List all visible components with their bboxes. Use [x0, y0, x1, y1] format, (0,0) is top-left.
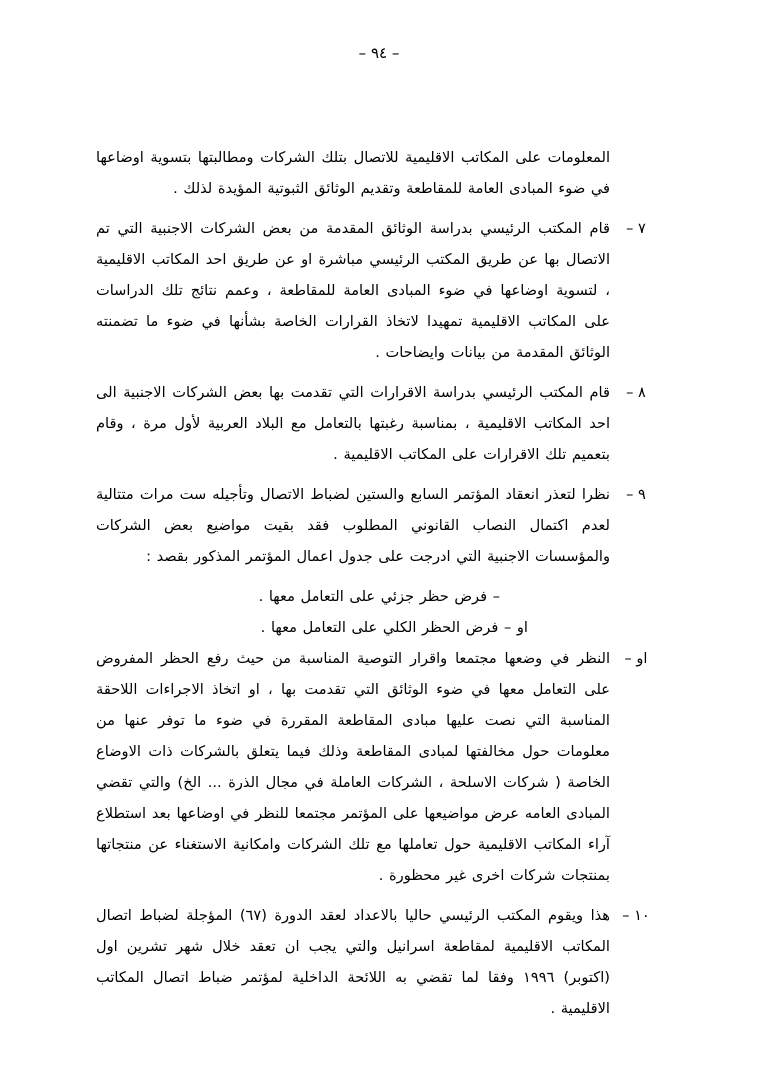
paragraph-intro — [96, 142, 662, 204]
paragraph-marker: ١٠ – — [622, 908, 650, 924]
paragraph-text: النظر في وضعها مجتمعا واقرار التوصية المناسبة من حيث رفع الحظر المفروض على التعامل معها في ضوء الوثائق التي تقدمت بها ، او اتخاذ الاجراءات اللاحقة المناسبة التي نصت عليها مبادى المقاطعة المقررة في ضوء ما توفر عنها من معلومات حول مخالفتها لمبادى المقاطعة وذلك فيما يتعلق بالشركات ذات الاوضاع الخاصة ( شركات الاسلحة ، الشركات العاملة في مجال الذرة ... الخ) والتي تقضي المبادى العامه عرض مواضيعها على المؤتمر مجتمعا للنظر في اوضاعها بعد استطلاع آراء المكاتب الاقليمية حول تعاملها مع تلك الشركات وامكانية الاستغناء عن منتجاتها بمنتجات شركات اخرى غير محظورة . — [96, 650, 610, 884]
paragraph-item-7 — [96, 213, 662, 368]
paragraph-marker: او – — [624, 651, 648, 667]
sub-item-text: او – فرض الحظر الكلي على التعامل معها . — [260, 619, 528, 636]
paragraph-marker: ٩ – — [626, 487, 646, 503]
paragraph-text: المعلومات على المكاتب الاقليمية للاتصال بتلك الشركات ومطالبتها بتسوية اوضاعها في ضوء المبادى العامة للمقاطعة وتقديم الوثائق الثبوتية المؤيدة لذلك . — [96, 149, 610, 197]
paragraph-marker: ٨ – — [626, 385, 646, 401]
paragraph-text: نظرا لتعذر انعقاد المؤتمر السابع والستين لضباط الاتصال وتأجيله ست مرات متتالية لعدم اكتمال النصاب القانوني المطلوب فقد بقيت مواضيع بعض الشركات والمؤسسات الاجنبية التي ادرجت على جدول اعمال المؤتمر المذكور بقصد : — [96, 486, 610, 565]
paragraph-item-10 — [96, 900, 662, 1024]
paragraph-text: قام المكتب الرئيسي بدراسة الوثائق المقدمة من بعض الشركات الاجنبية التي تم الاتصال بها عن طريق المكتب الرئيسي مباشرة او عن طريق احد المكاتب الاقليمية ، لتسوية اوضاعها في ضوء المبادى العامة للمقاطعة ، وعمم نتائج تلك الدراسات على المكاتب الاقليمية تمهيدا لاتخاذ القرارات الخاصة بشأنها في ضوء ما تضمنته الوثائق المقدمة من بيانات وايضاحات . — [96, 220, 610, 361]
sub-item-partial-ban — [96, 581, 662, 612]
page-number: – ٩٤ – — [358, 44, 400, 62]
paragraph-marker: ٧ – — [626, 221, 646, 237]
paragraph-text: قام المكتب الرئيسي بدراسة الاقرارات التي تقدمت بها بعض الشركات الاجنبية الى احد المكاتب الاقليمية ، بمناسبة رغبتها بالتعامل مع البلاد العربية لأول مرة ، وقام بتعميم تلك الاقرارات على المكاتب الاقليمية . — [96, 384, 610, 463]
sub-item-total-ban — [96, 612, 662, 643]
sub-item-text: – فرض حظر جزئي على التعامل معها . — [258, 588, 500, 605]
paragraph-text: هذا ويقوم المكتب الرئيسي حاليا بالاعداد لعقد الدورة (٦٧) المؤجلة لضباط اتصال المكاتب الاقليمية لمقاطعة اسرانيل والتي يجب ان تعقد خلال شهر تشرين اول (اكتوبر) ١٩٩٦ وفقا لما تقضي به اللائحة الداخلية لمؤتمر ضباط اتصال المكاتب الاقليمية . — [96, 907, 610, 1017]
paragraph-item-8 — [96, 377, 662, 470]
paragraph-item-9 — [96, 479, 662, 572]
paragraph-item-or — [96, 643, 662, 891]
document-body — [96, 142, 662, 1024]
